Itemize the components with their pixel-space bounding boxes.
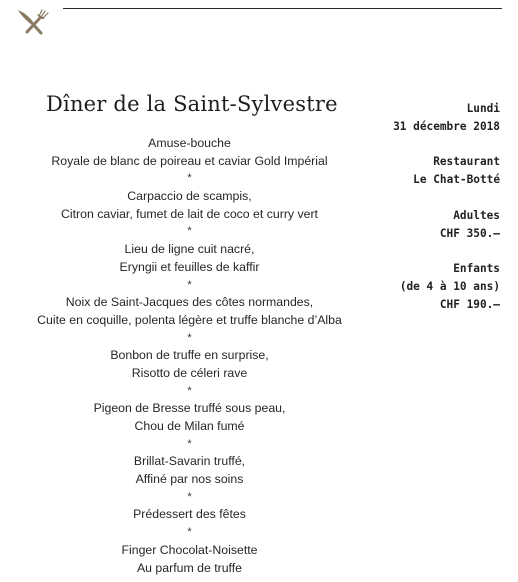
course-name: Pigeon de Bresse truffé sous peau, xyxy=(93,401,286,416)
course-name: Lieu de ligne cuit nacré, xyxy=(124,242,255,257)
event-date: 31 décembre 2018 xyxy=(393,119,500,133)
course-description: Chou de Milan fumé xyxy=(134,419,245,433)
adults-label: Adultes xyxy=(453,208,500,222)
course-separator: * xyxy=(187,172,192,185)
restaurant-label: Restaurant xyxy=(433,155,500,169)
course-name: Brillat-Savarin truffé, xyxy=(133,454,246,469)
course-separator: * xyxy=(187,490,192,503)
course-name: Noix de Saint-Jacques des côtes normandes, xyxy=(65,295,314,310)
children-price: CHF 190.– xyxy=(439,297,500,311)
course-list xyxy=(12,135,367,577)
course-name: Finger Chocolat-Noisette xyxy=(121,542,258,557)
course-name: Prédessert des fêtes xyxy=(133,507,246,522)
course-separator: * xyxy=(187,331,192,344)
event-info xyxy=(393,100,500,314)
menu-title: Dîner de la Saint-Sylvestre xyxy=(46,92,338,116)
course-separator: * xyxy=(187,437,192,450)
course-name: Amuse-bouche xyxy=(148,136,231,150)
course-separator: * xyxy=(187,278,192,291)
course-name: Bonbon de truffe en surprise, xyxy=(110,348,269,363)
course-description: Affiné par nos soins xyxy=(135,472,244,487)
course-separator: * xyxy=(187,225,192,238)
adults-price: CHF 350.– xyxy=(439,226,500,240)
children-label: Enfants xyxy=(453,262,500,276)
course-separator: * xyxy=(187,384,192,397)
event-day: Lundi xyxy=(466,102,500,115)
course-description: Citron caviar, fumet de lait de coco et curry vert xyxy=(61,206,318,221)
restaurant-logo xyxy=(16,8,52,38)
course-description: Royale de blanc de poireau et caviar Gold Impérial xyxy=(51,153,328,168)
children-age: (de 4 à 10 ans) xyxy=(399,279,500,293)
top-divider xyxy=(63,8,502,9)
restaurant-name: Le Chat-Botté xyxy=(413,173,500,187)
course-separator: * xyxy=(187,526,192,539)
crossed-fork-knife-icon xyxy=(16,8,52,38)
course-description: Cuite en coquille, polenta légère et truffe blanche d’Alba xyxy=(37,312,342,327)
course-description: Eryngii et feuilles de kaffir xyxy=(119,259,260,274)
course-name: Carpaccio de scampis, xyxy=(127,189,252,204)
course-description: Risotto de céleri rave xyxy=(131,365,248,380)
course-description: Au parfum de truffe xyxy=(136,560,243,575)
